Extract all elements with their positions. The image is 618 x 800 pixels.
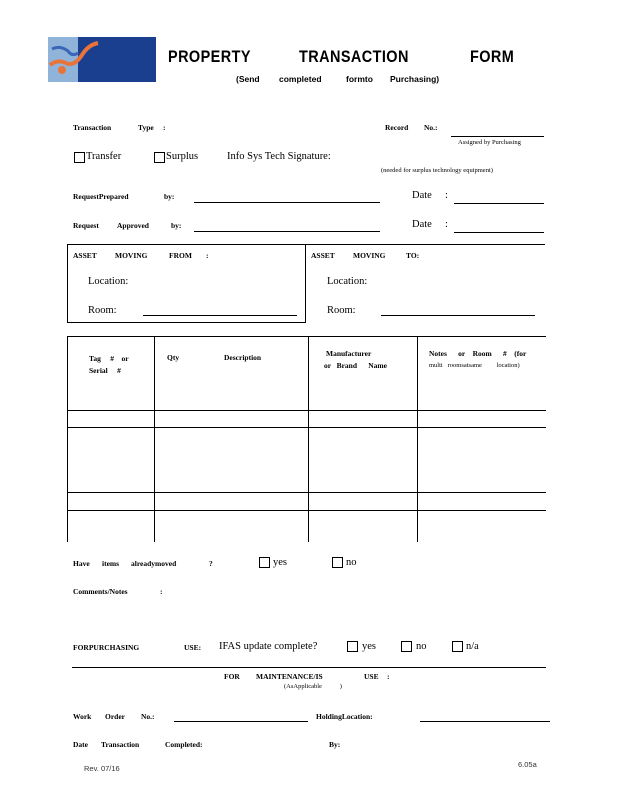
table-header-mfr-line-1: Manufacturer (326, 349, 372, 358)
table-header-tag-line-2: Serial # (89, 366, 121, 375)
logo-light-panel (48, 37, 78, 82)
to-location-label: Location: (327, 276, 368, 287)
table-row-line-2 (67, 492, 546, 493)
table-col-divider-1 (154, 336, 155, 542)
moved-yes-label: yes (273, 557, 287, 568)
signature-label: Info Sys Tech Signature: (227, 151, 331, 162)
completed-by-label: By: (329, 740, 341, 749)
table-left-border (67, 336, 68, 542)
record-no-label: No.: (424, 123, 438, 132)
company-logo (48, 37, 156, 82)
comments-colon: : (160, 587, 163, 596)
transaction-type-label: Transaction (73, 123, 112, 132)
record-label: Record (385, 123, 409, 132)
approved-date-field[interactable] (454, 232, 544, 233)
title-property: PROPERTY (168, 47, 251, 66)
assigned-note: Assigned by Purchasing (458, 139, 521, 146)
revision-label: Rev. 07/16 (84, 764, 120, 773)
moved-q-word-3: alreadymoved (131, 559, 177, 568)
asset-box-bottom-border (67, 322, 305, 323)
subtitle-formto: formto (346, 74, 373, 84)
table-col-divider-3 (417, 336, 418, 542)
request-prepared-field[interactable] (194, 202, 380, 203)
request-approved-field[interactable] (194, 231, 380, 232)
from-room-label: Room: (88, 305, 117, 316)
subtitle-completed: completed (279, 74, 322, 84)
table-top-border (67, 336, 546, 337)
request-prepared-label: RequestPrepared (73, 192, 129, 201)
work-order-word-2: Order (105, 712, 125, 721)
prepared-date-label: Date (412, 190, 432, 201)
asset-box-top-border (67, 244, 545, 245)
ifas-na-checkbox[interactable] (452, 641, 463, 652)
moved-no-label: no (346, 557, 357, 568)
maintenance-use: USE (364, 672, 379, 681)
table-row-line-1 (67, 427, 546, 428)
comments-label: Comments/Notes (73, 587, 128, 596)
table-header-tag (89, 353, 129, 377)
from-location-label: Location: (88, 276, 129, 287)
ifas-question: IFAS update complete? (219, 641, 318, 652)
logo-graphic (48, 37, 156, 82)
form-code: 6.05a (518, 760, 537, 769)
asset-box-divider (305, 244, 306, 323)
moved-q-mark: ? (209, 559, 213, 568)
table-header-notes-line-1: Notes or Room # (for (429, 349, 527, 358)
moved-q-word-2: items (102, 559, 120, 568)
transaction-type-colon: : (163, 123, 166, 132)
request-approved-by: by: (171, 221, 182, 230)
maintenance-label: MAINTENANCE/IS (256, 672, 323, 681)
asset-from-word-1: ASSET (73, 251, 97, 260)
moved-yes-checkbox[interactable] (259, 557, 270, 568)
date-tx-word-3: Completed: (165, 740, 203, 749)
from-room-field[interactable] (143, 315, 297, 316)
ifas-na-label: n/a (466, 641, 479, 652)
table-row-line-3 (67, 510, 546, 511)
moved-q-word-1: Have (73, 559, 90, 568)
ifas-yes-label: yes (362, 641, 376, 652)
signature-note: (needed for surplus technology equipment) (381, 167, 493, 174)
asset-to-word-3: TO: (406, 251, 420, 260)
purchasing-label: FORPURCHASING (73, 643, 140, 652)
work-order-field[interactable] (174, 721, 308, 722)
holding-location-field[interactable] (420, 721, 550, 722)
ifas-no-checkbox[interactable] (401, 641, 412, 652)
asset-from-colon: : (206, 251, 209, 260)
asset-from-word-3: FROM (169, 251, 192, 260)
purchasing-use: USE: (184, 643, 202, 652)
surplus-label: Surplus (166, 151, 199, 162)
to-room-label: Room: (327, 305, 356, 316)
work-order-no: No.: (141, 712, 155, 721)
transaction-type-label-2: Type (138, 123, 154, 132)
title-form: FORM (470, 47, 515, 66)
request-approved-label-1: Request (73, 221, 99, 230)
date-tx-word-1: Date (73, 740, 88, 749)
date-tx-word-2: Transaction (101, 740, 140, 749)
moved-no-checkbox[interactable] (332, 557, 343, 568)
maintenance-for: FOR (224, 672, 240, 681)
asset-to-word-2: MOVING (353, 251, 386, 260)
transfer-checkbox[interactable] (74, 152, 85, 163)
approved-date-label: Date (412, 219, 432, 230)
to-room-field[interactable] (381, 315, 535, 316)
title-transaction: TRANSACTION (299, 47, 409, 66)
asset-box-left-border (67, 244, 68, 323)
record-no-field[interactable] (451, 136, 544, 137)
surplus-checkbox[interactable] (154, 152, 165, 163)
subtitle-purchasing: Purchasing) (390, 74, 440, 84)
items-table (67, 336, 546, 542)
table-header-description: Description (224, 353, 262, 362)
table-col-divider-2 (308, 336, 309, 542)
table-header-qty: Qty (167, 353, 180, 362)
prepared-date-colon: : (445, 190, 448, 201)
asset-from-word-2: MOVING (115, 251, 148, 260)
table-header-tag-line-1: Tag # or (89, 354, 129, 363)
request-prepared-by: by: (164, 192, 175, 201)
logo-orange-dot (58, 66, 66, 74)
ifas-yes-checkbox[interactable] (347, 641, 358, 652)
asset-to-word-1: ASSET (311, 251, 335, 260)
table-header-notes (429, 348, 526, 372)
table-header-manufacturer (324, 348, 387, 372)
maintenance-colon: : (387, 672, 390, 681)
work-order-word-1: Work (73, 712, 92, 721)
ifas-no-label: no (416, 641, 427, 652)
request-approved-label-2: Approved (117, 221, 149, 230)
maintenance-applicable: (AsApplicable ) (284, 683, 342, 690)
table-header-bottom (67, 410, 546, 411)
approved-date-colon: : (445, 219, 448, 230)
holding-location-label: HoldingLocation: (316, 712, 373, 721)
purchasing-divider (72, 667, 546, 668)
table-header-mfr-line-2: or Brand Name (324, 361, 387, 370)
subtitle-send: (Send (236, 74, 260, 84)
transfer-label: Transfer (86, 151, 122, 162)
table-header-notes-line-2: multi roomsatsame location) (429, 362, 520, 369)
prepared-date-field[interactable] (454, 203, 544, 204)
